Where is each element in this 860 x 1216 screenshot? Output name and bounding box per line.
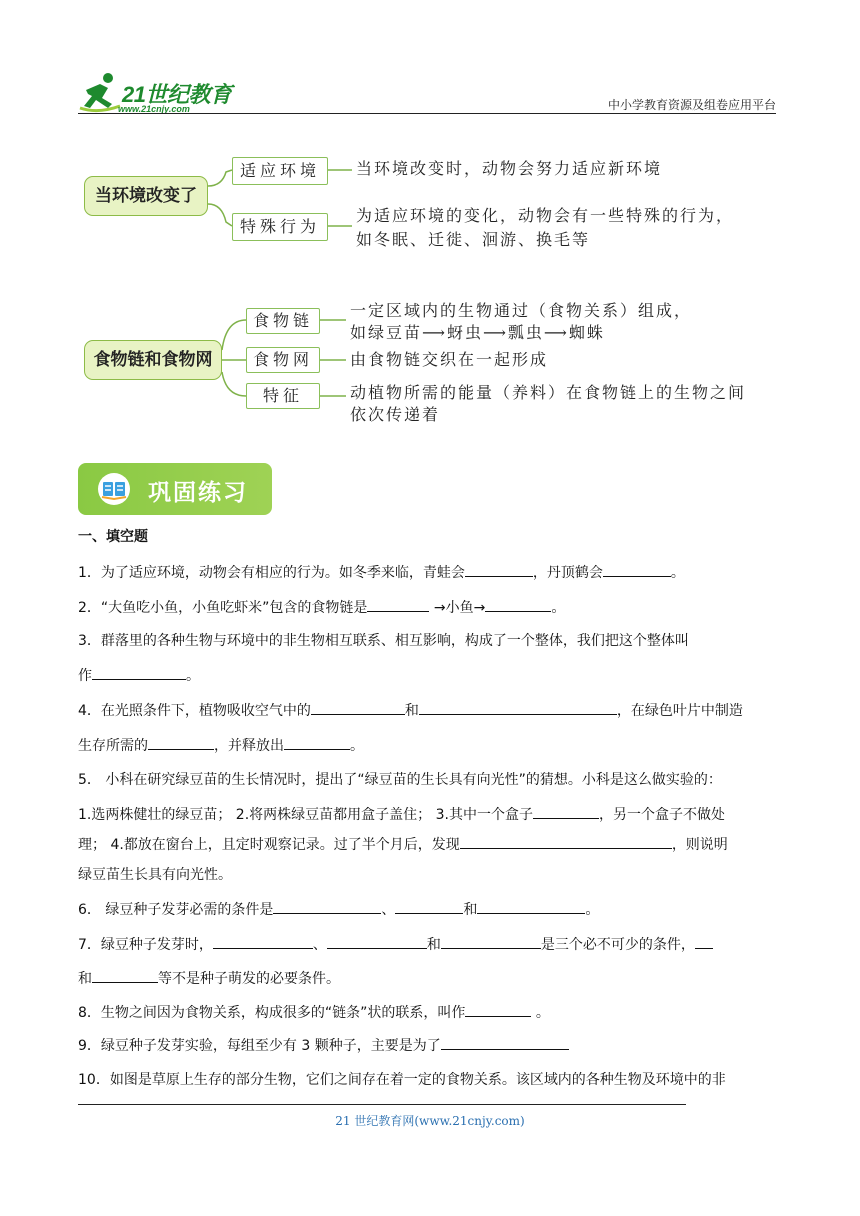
answer-blank[interactable]: [465, 1002, 531, 1017]
question-5-line3: 理； 4.都放在窗台上，且定时观察记录。过了半个月后，发现 ，则说明: [78, 834, 728, 855]
mindmap-1-desc-behavior-line2: 如冬眠、迁徙、洄游、换毛等: [356, 230, 591, 249]
answer-blank[interactable]: [273, 899, 381, 914]
question-7-line2: 和 等不是种子萌发的必要条件。: [78, 968, 340, 989]
answer-blank[interactable]: [485, 597, 551, 612]
question-5-line4: 绿豆苗生长具有向光性。: [78, 867, 232, 883]
answer-blank[interactable]: [603, 562, 671, 577]
question-3-line1: 3．群落里的各种生物与环境中的非生物相互联系、相互影响，构成了一个整体，我们把这个整体叫: [78, 633, 689, 649]
mindmap-1-node-adapt: 适应环境: [232, 157, 328, 185]
answer-blank[interactable]: [441, 1035, 569, 1050]
question-1: 1．为了适应环境，动物会有相应的行为。如冬季来临，青蛙会 ，丹顶鹤会 。: [78, 562, 685, 583]
answer-blank[interactable]: [92, 968, 158, 983]
question-10: 10．如图是草原上生存的部分生物，它们之间存在着一定的食物关系。该区域内的各种生物及环境中的非: [78, 1072, 726, 1088]
question-6: 6． 绿豆种子发芽必需的条件是 、 和 。: [78, 899, 599, 920]
question-4-line1: 4．在光照条件下，植物吸收空气中的 和 ，在绿色叶片中制造: [78, 700, 743, 721]
answer-blank[interactable]: [477, 899, 585, 914]
question-3-line2: 作 。: [78, 665, 200, 686]
mindmap-1-root: 当环境改变了: [84, 176, 208, 216]
answer-blank[interactable]: [311, 700, 405, 715]
answer-blank[interactable]: [695, 934, 713, 949]
banner-title: 巩固练习: [148, 480, 248, 506]
question-7-line1: 7．绿豆种子发芽时， 、 和 是三个必不可少的条件，: [78, 934, 713, 955]
footer-text[interactable]: 21 世纪教育网(www.21cnjy.com): [335, 1114, 525, 1128]
answer-blank[interactable]: [92, 665, 186, 680]
question-8: 8．生物之间因为食物关系，构成很多的“链条”状的联系，叫作 。: [78, 1002, 550, 1023]
question-4-line2: 生存所需的 ，并释放出 。: [78, 735, 364, 756]
answer-blank[interactable]: [465, 562, 533, 577]
mindmap-2-node-chain: 食物链: [246, 308, 320, 334]
answer-blank[interactable]: [533, 804, 599, 819]
mindmap-2-node-feature: 特征: [246, 383, 320, 409]
mindmap-2-root: 食物链和食物网: [84, 340, 222, 380]
mindmap-2-desc-chain-line2: 如绿豆苗⟶蚜虫⟶瓢虫⟶蜘蛛: [350, 323, 605, 342]
question-5-line1: 5． 小科在研究绿豆苗的生长情况时，提出了“绿豆苗的生长具有向光性”的猜想。小科是这么做实验的：: [78, 772, 722, 788]
mindmap-2-desc-feature-line2: 依次传递着: [350, 405, 441, 424]
section-banner: [78, 463, 272, 515]
question-9: 9．绿豆种子发芽实验，每组至少有 3 颗种子，主要是为了: [78, 1035, 569, 1056]
mindmap-2-desc-chain-line1: 一定区域内的生物通过（食物关系）组成，: [350, 301, 693, 320]
mindmap-2-desc-web: 由食物链交织在一起形成: [350, 350, 549, 369]
answer-blank[interactable]: [327, 934, 427, 949]
question-2: 2．“大鱼吃小鱼，小鱼吃虾米”包含的食物链是 →小鱼→ 。: [78, 597, 565, 618]
answer-blank[interactable]: [213, 934, 313, 949]
answer-blank[interactable]: [367, 597, 429, 612]
mindmap-1-node-behavior: 特殊行为: [232, 213, 328, 241]
answer-blank[interactable]: [395, 899, 463, 914]
logo-text: 21世纪教育: [122, 82, 232, 107]
mindmap-2-desc-feature-line1: 动植物所需的能量（养料）在食物链上的生物之间: [350, 383, 747, 402]
mindmap-1-desc-behavior-line1: 为适应环境的变化，动物会有一些特殊的行为，: [356, 206, 735, 225]
platform-name: 中小学教育资源及组卷应用平台: [607, 98, 776, 112]
answer-blank[interactable]: [460, 834, 672, 849]
question-5-line2: 1.选两株健壮的绿豆苗； 2.将两株绿豆苗都用盒子盖住； 3.其中一个盒子 ，另一个盒子不做处: [78, 804, 725, 825]
answer-blank[interactable]: [441, 934, 541, 949]
answer-blank[interactable]: [419, 700, 617, 715]
footer-divider: [78, 1104, 686, 1105]
mindmap-2-node-web: 食物网: [246, 347, 320, 373]
book-icon: [96, 472, 132, 506]
section-heading: 一、填空题: [78, 529, 148, 545]
answer-blank[interactable]: [148, 735, 214, 750]
answer-blank[interactable]: [284, 735, 350, 750]
logo-url: www.21cnjy.com: [118, 104, 190, 114]
mindmap-1-desc-adapt: 当环境改变时，动物会努力适应新环境: [356, 159, 663, 178]
